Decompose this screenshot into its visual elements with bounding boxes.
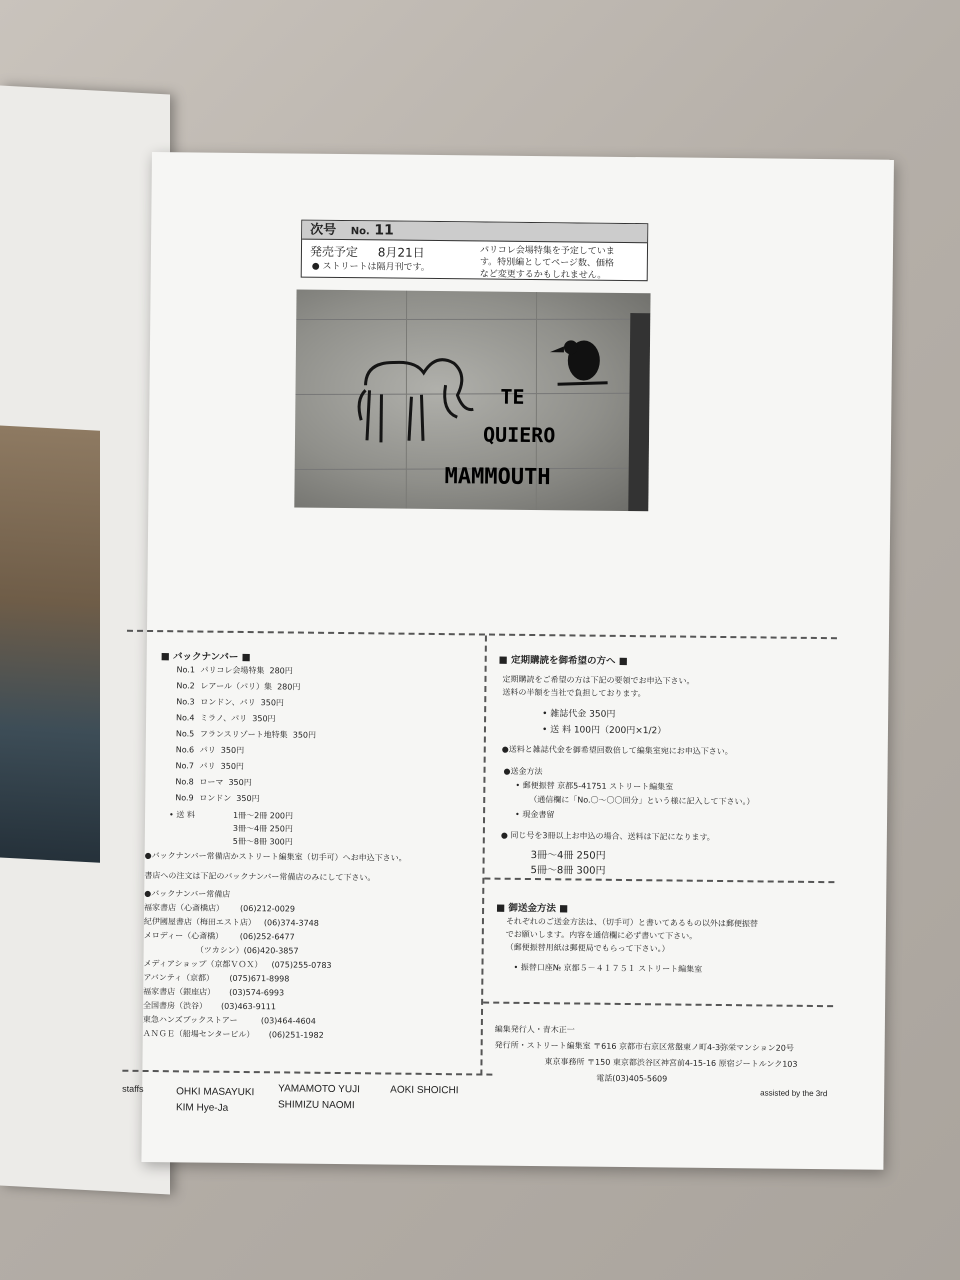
staff-name-4: SHIMIZU NAOMI [277,1099,355,1112]
graffiti-drawing [294,290,650,512]
staff-name-5: AOKI SHOICHI [390,1084,459,1097]
remit-method-heading: ●送金方法 [503,766,543,777]
graffiti-line1: TE [500,384,525,409]
publisher-editor: 編集発行人・青木正一 [494,1024,575,1035]
dashed-divider-top [127,630,837,639]
subscription-intro-2: 送料の半額を当社で負担しております。 [502,687,646,699]
stores-list: 福家書店（心斎橋店） (06)212-0029 紀伊國屋書店（梅田エスト店） (06)374-3748 メロディー（心斎橋） (06)252-6477 （ツカシン）(06)420-3857 メディアショップ（京都ＶＯＸ） (075)255-0783 アバンティ（京都） (075)671-8998 福家書店（銀座店） (03)574-6993 全国書房（渋谷） (03)463-9111 東急ハンズブックストアー (03)464-4604 ＡＮＧＥ（船場センタービル） (06)251-1982 [142,902,332,1040]
next-issue-label: 次号 [310,222,337,238]
dashed-divider-right-2 [483,1002,833,1008]
remit-method-postal: • 郵便振替 京都5-41751 ストリート編集室 [515,780,674,792]
shipping-rates: 1冊～2冊 200円 3冊～4冊 250円 5冊～8冊 300円 [232,810,294,847]
bird-icon [550,340,608,385]
graffiti-line2: QUIERO [482,422,556,448]
back-number-order-note: ●バックナンバー常備店かストリート編集室（切手可）へお申込下さい。 [144,850,407,863]
release-date: 8月21日 [377,245,425,260]
graffiti-photo [294,290,650,512]
same-issue-rates: 3冊～4冊 250円 5冊～8冊 300円 [530,850,606,877]
assisted-by: assisted by the 3rd [760,1088,828,1099]
staff-name-1: OHKI MASAYUKI [176,1086,255,1099]
remittance-line-3: （郵便振替用紙は郵便局でもらって下さい。） [505,942,670,954]
staff-name-3: YAMAMOTO YUJI [278,1083,360,1096]
magazine-page [122,152,894,1170]
subscription-price-magazine: • 雑誌代金 350円 [542,709,616,720]
remittance-heading: ■ 御送金方法 ■ [496,902,569,915]
bimonthly-note: ● ストリートは隔月刊です。 [311,261,430,273]
subscription-intro-1: 定期購読をご希望の方は下記の要領でお申込下さい。 [502,674,695,686]
stores-heading: ●バックナンバー常備店 [144,888,231,899]
subscription-note: ●送料と雑誌代金を御希望回数倍して編集室宛にお申込下さい。 [501,744,733,757]
next-issue-no-prefix: No. [350,226,370,238]
remit-method-postal-note: （通信欄に「No.〇～〇〇回分」という様に記入して下さい。） [529,794,755,807]
remit-method-cash: • 現金書留 [515,809,555,820]
remittance-line-2: でお願いします。内容を通信欄に必ず書いて下さい。 [505,929,698,941]
subscription-price-shipping: • 送 料 100円（200円×1/2） [541,725,667,737]
dashed-divider-right-1 [484,878,834,884]
tokyo-phone: 電話(03)405-5609 [596,1073,668,1084]
staffs-label: staffs [122,1083,144,1094]
publisher-address: 発行所・ストリート編集室 〒616 京都市右京区常盤東ノ町4-3弥栄マンション20号 [494,1040,794,1053]
mammoth-icon [359,359,474,444]
bookstore-order-note: 書店への注文は下記のバックナンバー常備店のみにして下さい。 [144,870,376,883]
back-numbers-heading: ■ バックナンバー ■ [160,651,251,664]
next-issue-header [302,221,647,244]
next-issue-description: パリコレ会場特集を予定していま す。特別編としてページ数、価格 など変更するかもしれません。 [479,245,615,282]
remittance-account: • 振替口座№ 京都５－４１７５１ ストリート編集室 [513,962,703,974]
same-issue-note: ● 同じ号を3冊以上お申込の場合、送料は下記になります。 [500,830,715,842]
graffiti-line3: MAMMOUTH [444,464,551,491]
remittance-line-1: それぞれのご送金方法は、（切手可）と書いてあるもの以外は郵便振替 [505,916,758,929]
subscription-heading: ■ 定期購読を御希望の方へ ■ [498,654,628,668]
next-issue-number: 11 [374,222,394,239]
shipping-label: • 送 料 [169,810,195,820]
tokyo-office: 東京事務所 〒150 東京都渋谷区神宮前4-15-16 原宿ジートルンク103 [544,1057,798,1069]
next-issue-box [301,220,649,282]
dashed-divider-bottom [122,1070,492,1076]
dashed-divider-vertical [480,636,487,1076]
release-label: 発売予定 [309,244,359,260]
left-page-photo [0,426,100,863]
staff-name-2: KIM Hye-Ja [175,1102,229,1114]
back-numbers-list: No.1 パリコレ会場特集 280円 No.2 レアール（パリ）集 280円 No.3 ロンドン、パリ 350円 No.4 ミラノ、パリ 350円 No.5 フランスリゾート地特集 350円 No.6 パリ 350円 No.7 パリ 350円 No.8 ローマ 350円 No.9 ロンドン 350円 [175,665,317,804]
